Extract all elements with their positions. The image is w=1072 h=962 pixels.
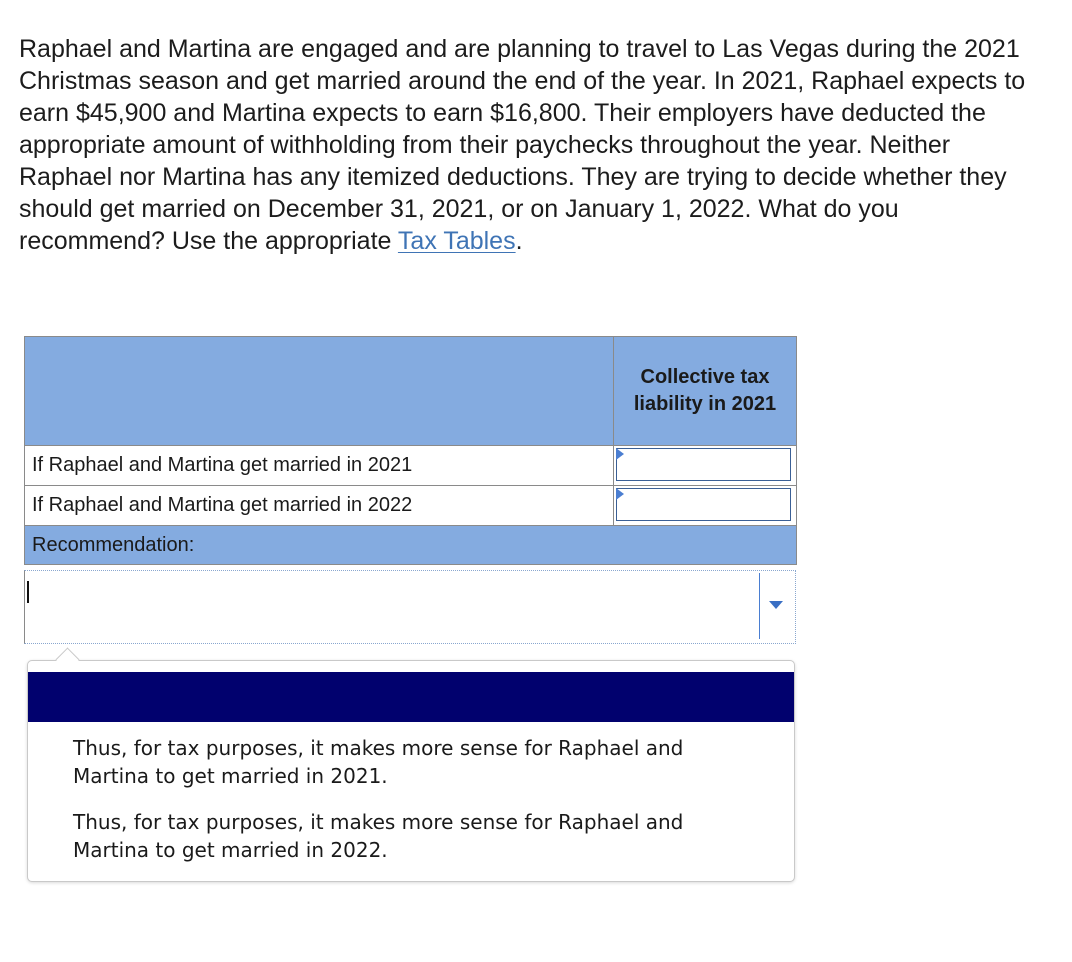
row-label-married-2022: If Raphael and Martina get married in 2022 <box>25 486 614 526</box>
tax-liability-table-wrap <box>24 336 796 565</box>
recommendation-dropdown[interactable] <box>24 570 796 644</box>
column-header-collective-tax: Collective tax liability in 2021 <box>614 337 797 446</box>
recommendation-label: Recommendation: <box>25 526 797 565</box>
question-period: . <box>515 227 523 255</box>
question-text <box>19 33 1049 257</box>
dropdown-option-highlighted[interactable] <box>28 672 794 722</box>
recommendation-row <box>25 526 797 565</box>
dropdown-divider <box>759 573 760 639</box>
input-cell-married-2021 <box>614 446 797 486</box>
tax-liability-2022-input[interactable] <box>616 488 791 521</box>
dropdown-option-2021[interactable]: Thus, for tax purposes, it makes more sense for Raphael and Martina to get married in 2021. <box>73 736 684 788</box>
text-cursor <box>27 581 29 603</box>
question-body: Raphael and Martina are engaged and are planning to travel to Las Vegas during the 2021 Christmas season and get married around the end of the year. In 2021, Raphael expects to earn $45,900 and Martina expects to earn $16,800. Their employers have deducted the appropriate amount of withholding from their paychecks throughout the year. Neither Raphael nor Martina has any itemized deductions. They are trying to decide whether they should get married on December 31, 2021, or on January 1, 2022. What do you recommend? Use the appropriate <box>19 35 1026 255</box>
row-label-married-2021: If Raphael and Martina get married in 2021 <box>25 446 614 486</box>
popup-caret <box>55 647 79 671</box>
table-row <box>25 486 797 526</box>
dropdown-option-2022[interactable]: Thus, for tax purposes, it makes more sense for Raphael and Martina to get married in 2022. <box>73 810 684 862</box>
tax-tables-link[interactable]: Tax Tables <box>397 227 516 255</box>
header-blank-cell <box>25 337 614 446</box>
tax-liability-2021-input[interactable] <box>616 448 791 481</box>
input-flag-icon <box>616 488 624 500</box>
chevron-down-icon[interactable] <box>769 601 783 609</box>
table-header-row <box>25 337 797 446</box>
tax-liability-table <box>24 336 797 565</box>
dropdown-options-popup <box>27 660 795 882</box>
input-cell-married-2022 <box>614 486 797 526</box>
table-row <box>25 446 797 486</box>
input-flag-icon <box>616 448 624 460</box>
